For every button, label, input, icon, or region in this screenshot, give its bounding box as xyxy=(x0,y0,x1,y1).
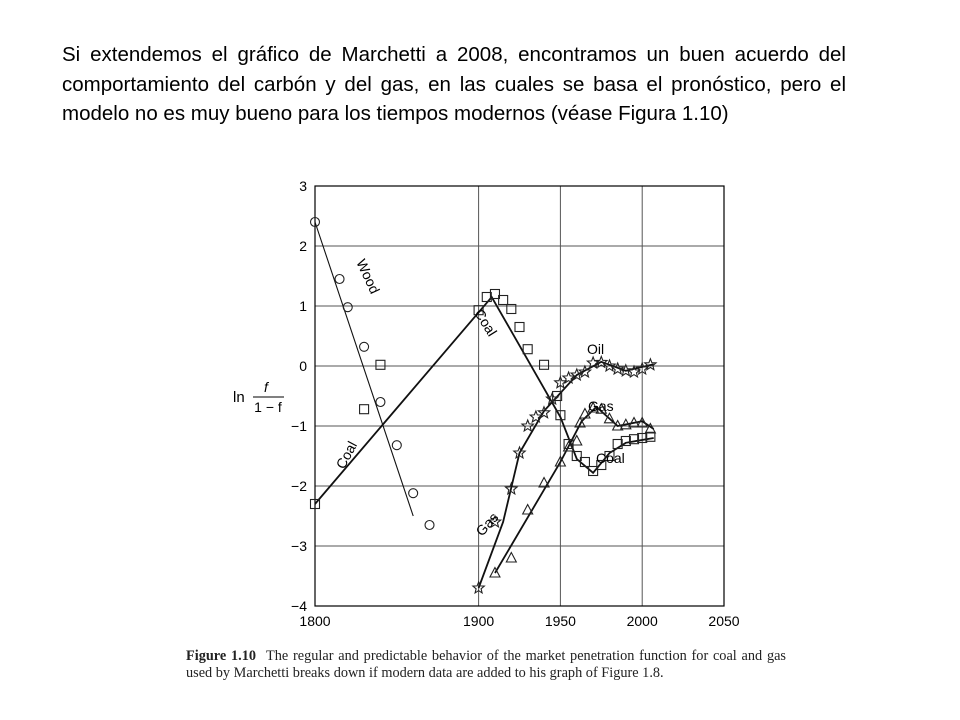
caption-label: Figure 1.10 xyxy=(186,648,257,664)
data-point-wood xyxy=(360,342,369,351)
fit-line-oil xyxy=(479,362,654,588)
annotation-coal-lower: Coal xyxy=(596,450,625,466)
annotation-coal-left: Coal xyxy=(332,438,361,472)
y-tick-label: −2 xyxy=(291,478,307,494)
y-tick-label: −3 xyxy=(291,538,307,554)
y-axis-label-prefix: ln xyxy=(233,389,245,406)
data-point-wood xyxy=(425,521,434,530)
figure-caption xyxy=(186,648,786,682)
x-tick-label: 1950 xyxy=(544,613,576,629)
data-point-coal xyxy=(360,405,369,414)
data-point-coal xyxy=(523,345,532,354)
x-tick-label: 2000 xyxy=(626,613,658,629)
data-point-gas xyxy=(506,553,516,563)
data-point-oil xyxy=(522,420,533,431)
annotation-oil: Oil xyxy=(587,341,605,357)
fit-line-gas xyxy=(495,407,654,573)
annotation-wood: Wood xyxy=(353,256,384,297)
annotation-gas-lower: Gas xyxy=(472,509,502,540)
data-point-wood xyxy=(335,275,344,284)
data-point-coal xyxy=(540,360,549,369)
data-point-wood xyxy=(376,398,385,407)
x-tick-labels xyxy=(299,613,739,629)
data-point-wood xyxy=(343,303,352,312)
y-axis-label-denominator: 1 − f xyxy=(254,399,282,415)
plot-frame xyxy=(315,186,724,606)
x-tick-label: 1900 xyxy=(463,613,495,629)
caption-text: The regular and predictable behavior of the market penetration function for coal and gas used by Marchetti breaks down if modern data are added to his graph of Figure 1.8. xyxy=(186,648,786,681)
y-tick-label: 3 xyxy=(299,178,307,194)
y-axis-label xyxy=(233,379,284,415)
y-tick-label: −4 xyxy=(291,598,307,614)
x-tick-label: 2050 xyxy=(708,613,740,629)
data-point-wood xyxy=(409,489,418,498)
y-tick-label: 1 xyxy=(299,298,307,314)
y-tick-label: −1 xyxy=(291,418,307,434)
data-point-coal xyxy=(376,360,385,369)
x-tick-label: 1800 xyxy=(299,613,331,629)
intro-paragraph: Si extendemos el gráfico de Marchetti a 2008, encontramos un buen acuerdo del comportamiento del carbón y del gas, en las cuales se basa el pronóstico, pero el modelo no es muy bueno para los tiempos modernos (véase Figura 1.10) xyxy=(62,43,846,125)
annotation-gas-upper: Gas xyxy=(588,398,614,414)
data-point-wood xyxy=(392,441,401,450)
y-axis-label-numerator: f xyxy=(264,379,268,395)
y-tick-labels xyxy=(291,178,307,614)
data-point-coal xyxy=(515,323,524,332)
y-tick-label: 2 xyxy=(299,238,307,254)
grid-lines xyxy=(315,186,724,606)
y-tick-label: 0 xyxy=(299,358,307,374)
annotation-coal-upper: Coal xyxy=(471,306,501,340)
